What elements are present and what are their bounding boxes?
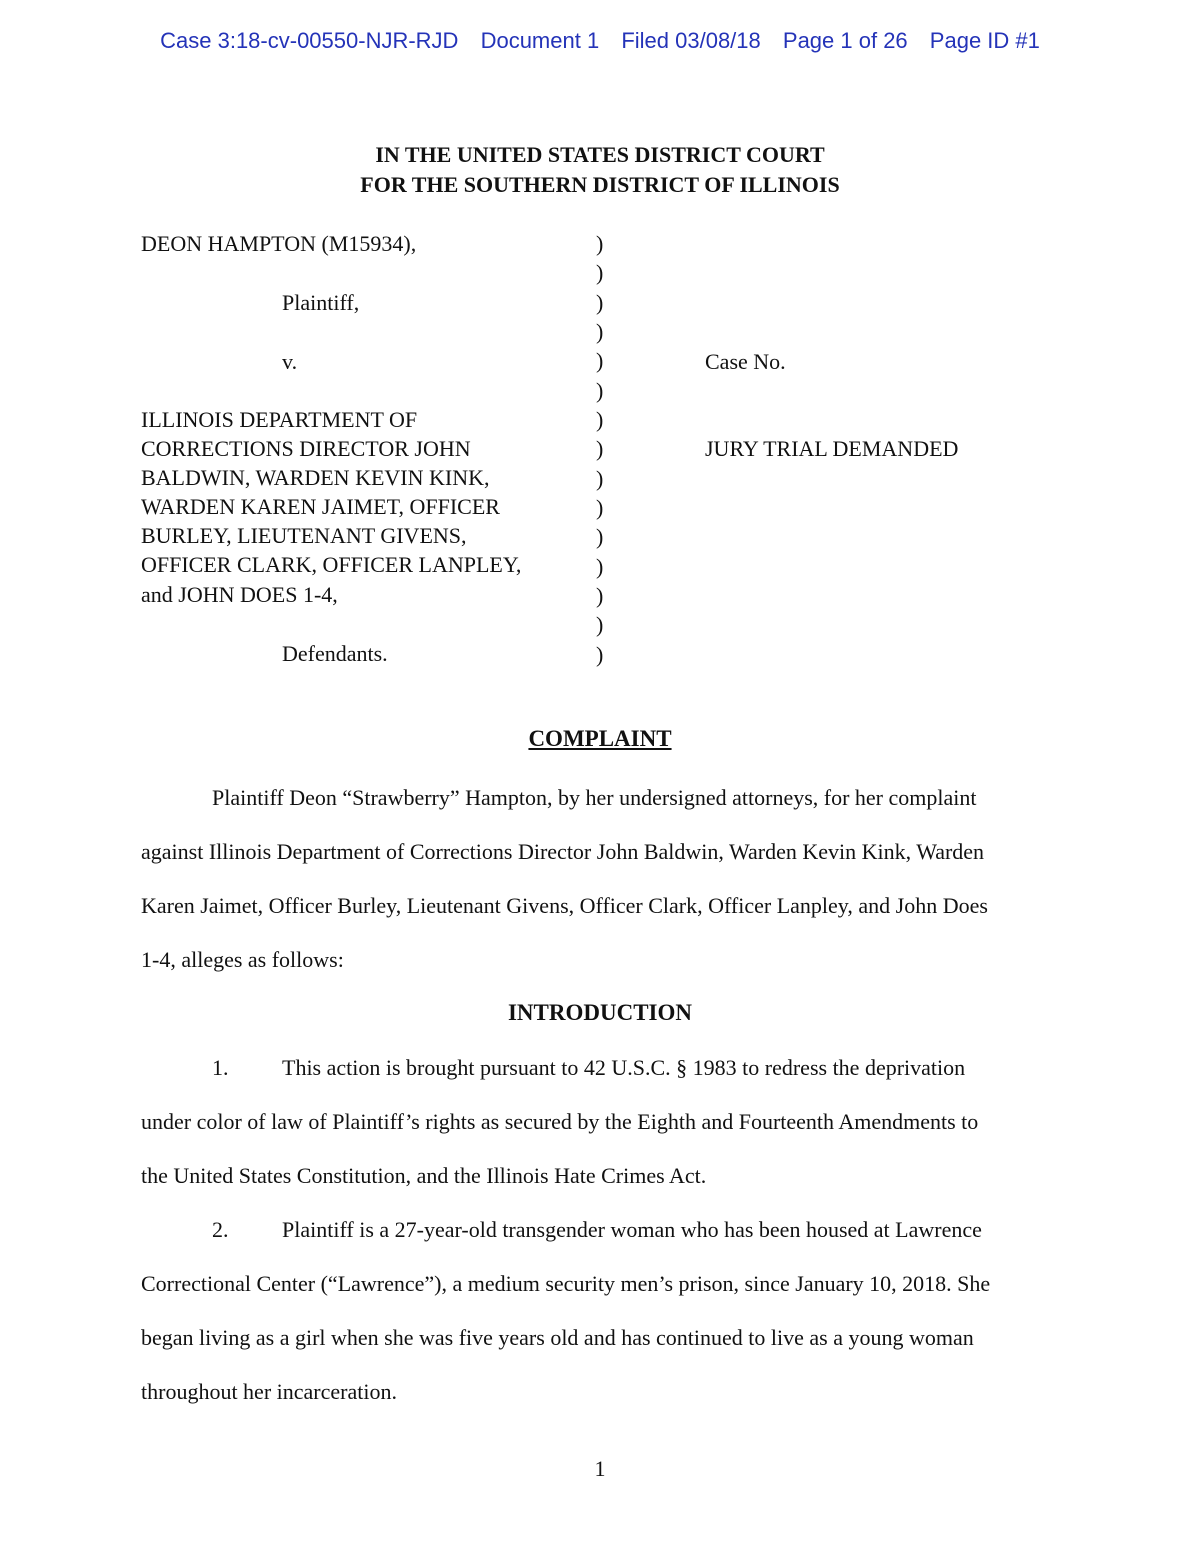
paren: ) (596, 553, 604, 579)
defendants-line: ILLINOIS DEPARTMENT OF (141, 407, 418, 432)
paragraph-number: 1. (212, 1055, 229, 1080)
defendants-line: OFFICER CLARK, OFFICER LANPLEY, (141, 552, 522, 577)
introduction-heading: INTRODUCTION (507, 1000, 693, 1025)
paren: ) (596, 641, 604, 667)
paren: ) (596, 524, 604, 550)
paren: ) (596, 377, 604, 403)
paragraph-line: under color of law of Plaintiff’s rights as secured by the Eighth and Fourteenth Amendments to (141, 1109, 979, 1134)
paragraph-line: throughout her incarceration. (141, 1379, 397, 1404)
paren: ) (596, 231, 604, 256)
paren: ) (596, 289, 604, 315)
defendants-line: CORRECTIONS DIRECTOR JOHN (141, 436, 471, 461)
paren: ) (596, 436, 604, 462)
paren: ) (596, 465, 604, 491)
versus-label: v. (282, 349, 298, 374)
page-count: Page 1 of 26 (782, 28, 908, 53)
intro-line: against Illinois Department of Corrections Director John Baldwin, Warden Kevin Kink, Warden (141, 839, 985, 864)
paren: ) (596, 319, 604, 345)
defendants-label: Defendants. (282, 641, 388, 666)
document-number: Document 1 (480, 28, 600, 53)
caption-divider (596, 229, 603, 669)
page-id: Page ID #1 (929, 28, 1040, 53)
court-title-line1: IN THE UNITED STATES DISTRICT COURT (375, 142, 825, 167)
paren: ) (596, 612, 604, 638)
paragraph-line: began living as a girl when she was five years old and has continued to live as a young woman (141, 1325, 974, 1350)
paragraph-number: 2. (212, 1217, 229, 1242)
intro-line: Plaintiff Deon “Strawberry” Hampton, by her undersigned attorneys, for her complaint (212, 785, 977, 810)
page-number: 1 (594, 1456, 606, 1481)
paren: ) (596, 583, 604, 609)
intro-line: 1-4, alleges as follows: (141, 947, 344, 972)
paragraph-line: This action is brought pursuant to 42 U.S.C. § 1983 to redress the deprivation (282, 1055, 966, 1080)
case-number: Case 3:18-cv-00550-NJR-RJD (160, 28, 459, 53)
defendants-line: BALDWIN, WARDEN KEVIN KINK, (141, 465, 490, 490)
jury-demand: JURY TRIAL DEMANDED (705, 436, 959, 461)
case-no-label: Case No. (705, 349, 786, 374)
paragraph-line: Correctional Center (“Lawrence”), a medium security men’s prison, since January 10, 2018. She (141, 1271, 991, 1296)
paren: ) (596, 407, 604, 433)
complaint-heading (0, 726, 1200, 752)
complaint-title: COMPLAINT (528, 726, 672, 751)
plaintiff-label: Plaintiff, (282, 290, 360, 315)
filing-header (0, 28, 1200, 54)
paren: ) (596, 495, 604, 521)
court-title-line2: FOR THE SOUTHERN DISTRICT OF ILLINOIS (360, 172, 840, 197)
defendants-line: and JOHN DOES 1-4, (141, 582, 338, 607)
defendants-line: WARDEN KAREN JAIMET, OFFICER (141, 494, 500, 519)
paragraph-line: Plaintiff is a 27-year-old transgender woman who has been housed at Lawrence (282, 1217, 982, 1242)
filed-date: Filed 03/08/18 (621, 28, 761, 53)
paragraph-line: the United States Constitution, and the Illinois Hate Crimes Act. (141, 1163, 707, 1188)
intro-line: Karen Jaimet, Officer Burley, Lieutenant Givens, Officer Clark, Officer Lanpley, and John Does (141, 893, 988, 918)
paren: ) (596, 348, 604, 374)
plaintiff-name: DEON HAMPTON (M15934), (141, 231, 417, 256)
paren: ) (596, 260, 604, 286)
defendants-line: BURLEY, LIEUTENANT GIVENS, (141, 523, 467, 548)
